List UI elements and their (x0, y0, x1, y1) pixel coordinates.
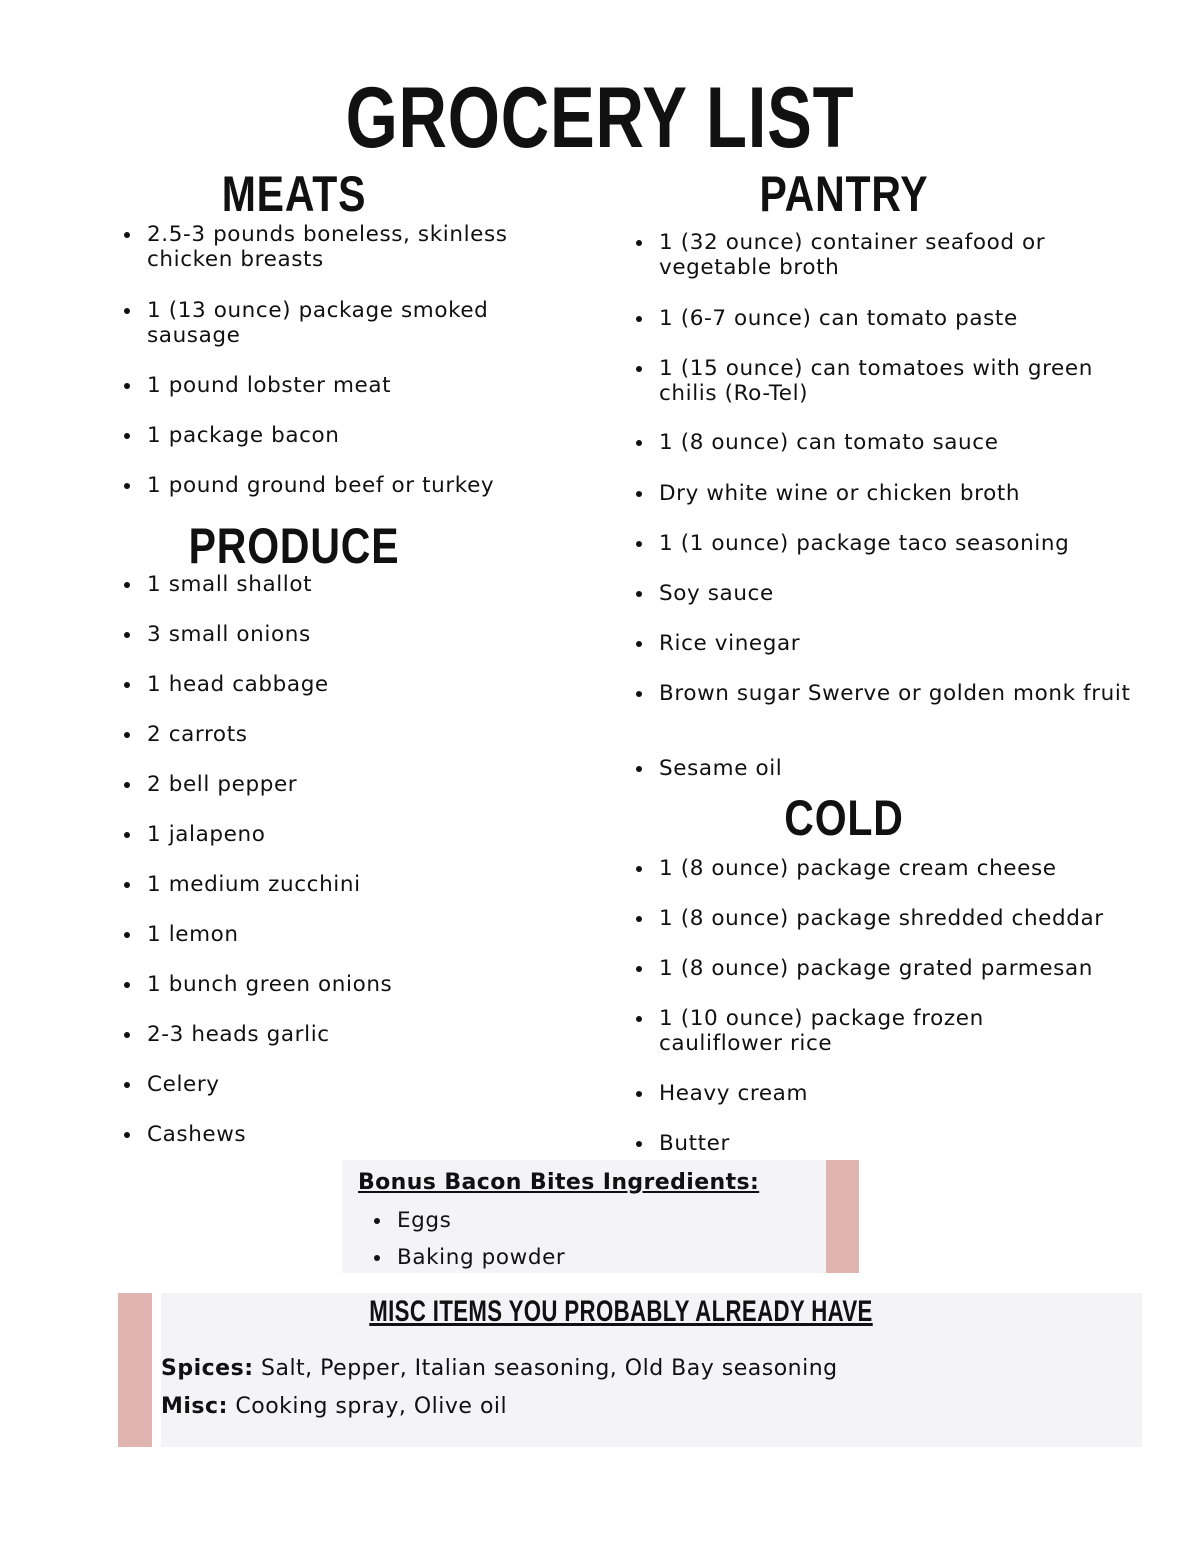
list-item: Baking powder (369, 1245, 789, 1270)
list-item: Rice vinegar (631, 631, 1141, 656)
list-item: 1 (8 ounce) can tomato sauce (631, 430, 1141, 455)
list-item: 1 package bacon (119, 423, 559, 448)
page-title: GROCERY LIST (345, 70, 855, 166)
list-item: 2.5-3 pounds boneless, skinless chicken breasts (119, 222, 559, 272)
misc-value: Cooking spray, Olive oil (235, 1394, 508, 1419)
pantry-heading: PANTRY (759, 166, 929, 222)
list-item: 1 (8 ounce) package grated parmesan (631, 956, 1151, 981)
list-item: 1 pound ground beef or turkey (119, 473, 559, 498)
cold-heading: COLD (784, 790, 904, 846)
list-item: Butter (631, 1131, 1151, 1156)
list-item: Cashews (119, 1122, 559, 1147)
list-item: Heavy cream (631, 1081, 1151, 1106)
list-item: 3 small onions (119, 622, 559, 647)
list-item: Celery (119, 1072, 559, 1097)
list-item: 2-3 heads garlic (119, 1022, 559, 1047)
list-item: 1 (8 ounce) package cream cheese (631, 856, 1151, 881)
list-item: 1 lemon (119, 922, 559, 947)
bonus-accent-bar (826, 1160, 859, 1273)
spices-label: Spices: (161, 1356, 254, 1381)
spices-value: Salt, Pepper, Italian seasoning, Old Bay seasoning (261, 1356, 838, 1381)
produce-heading: PRODUCE (188, 518, 400, 574)
list-item: 1 small shallot (119, 572, 559, 597)
misc-title: MISC ITEMS YOU PROBABLY ALREADY HAVE (369, 1295, 873, 1328)
list-item: Soy sauce (631, 581, 1141, 606)
list-item: 1 head cabbage (119, 672, 559, 697)
list-item: 1 (32 ounce) container seafood or vegetable broth (631, 230, 1141, 280)
meats-heading: MEATS (221, 166, 367, 222)
list-item: Brown sugar Swerve or golden monk fruit (631, 681, 1141, 706)
list-item: 1 medium zucchini (119, 872, 559, 897)
list-item: 1 (10 ounce) package frozen cauliflower rice (631, 1006, 1051, 1056)
list-item: Eggs (369, 1208, 789, 1233)
list-item: Dry white wine or chicken broth (631, 481, 1141, 506)
misc-label: Misc: (161, 1394, 228, 1419)
list-item: 1 pound lobster meat (119, 373, 559, 398)
list-item: 1 (13 ounce) package smoked sausage (119, 298, 559, 348)
bonus-title: Bonus Bacon Bites Ingredients: (358, 1170, 760, 1195)
misc-accent-bar (118, 1293, 152, 1447)
list-item: 2 bell pepper (119, 772, 559, 797)
list-item: 2 carrots (119, 722, 559, 747)
list-item: 1 jalapeno (119, 822, 559, 847)
list-item: 1 (1 ounce) package taco seasoning (631, 531, 1141, 556)
list-item: 1 (8 ounce) package shredded cheddar (631, 906, 1151, 931)
spices-line (161, 1355, 838, 1383)
misc-line (161, 1393, 507, 1421)
list-item: 1 bunch green onions (119, 972, 559, 997)
list-item: 1 (6-7 ounce) can tomato paste (631, 306, 1141, 331)
list-item: 1 (15 ounce) can tomatoes with green chilis (Ro-Tel) (631, 356, 1141, 406)
list-item: Sesame oil (631, 756, 1141, 781)
